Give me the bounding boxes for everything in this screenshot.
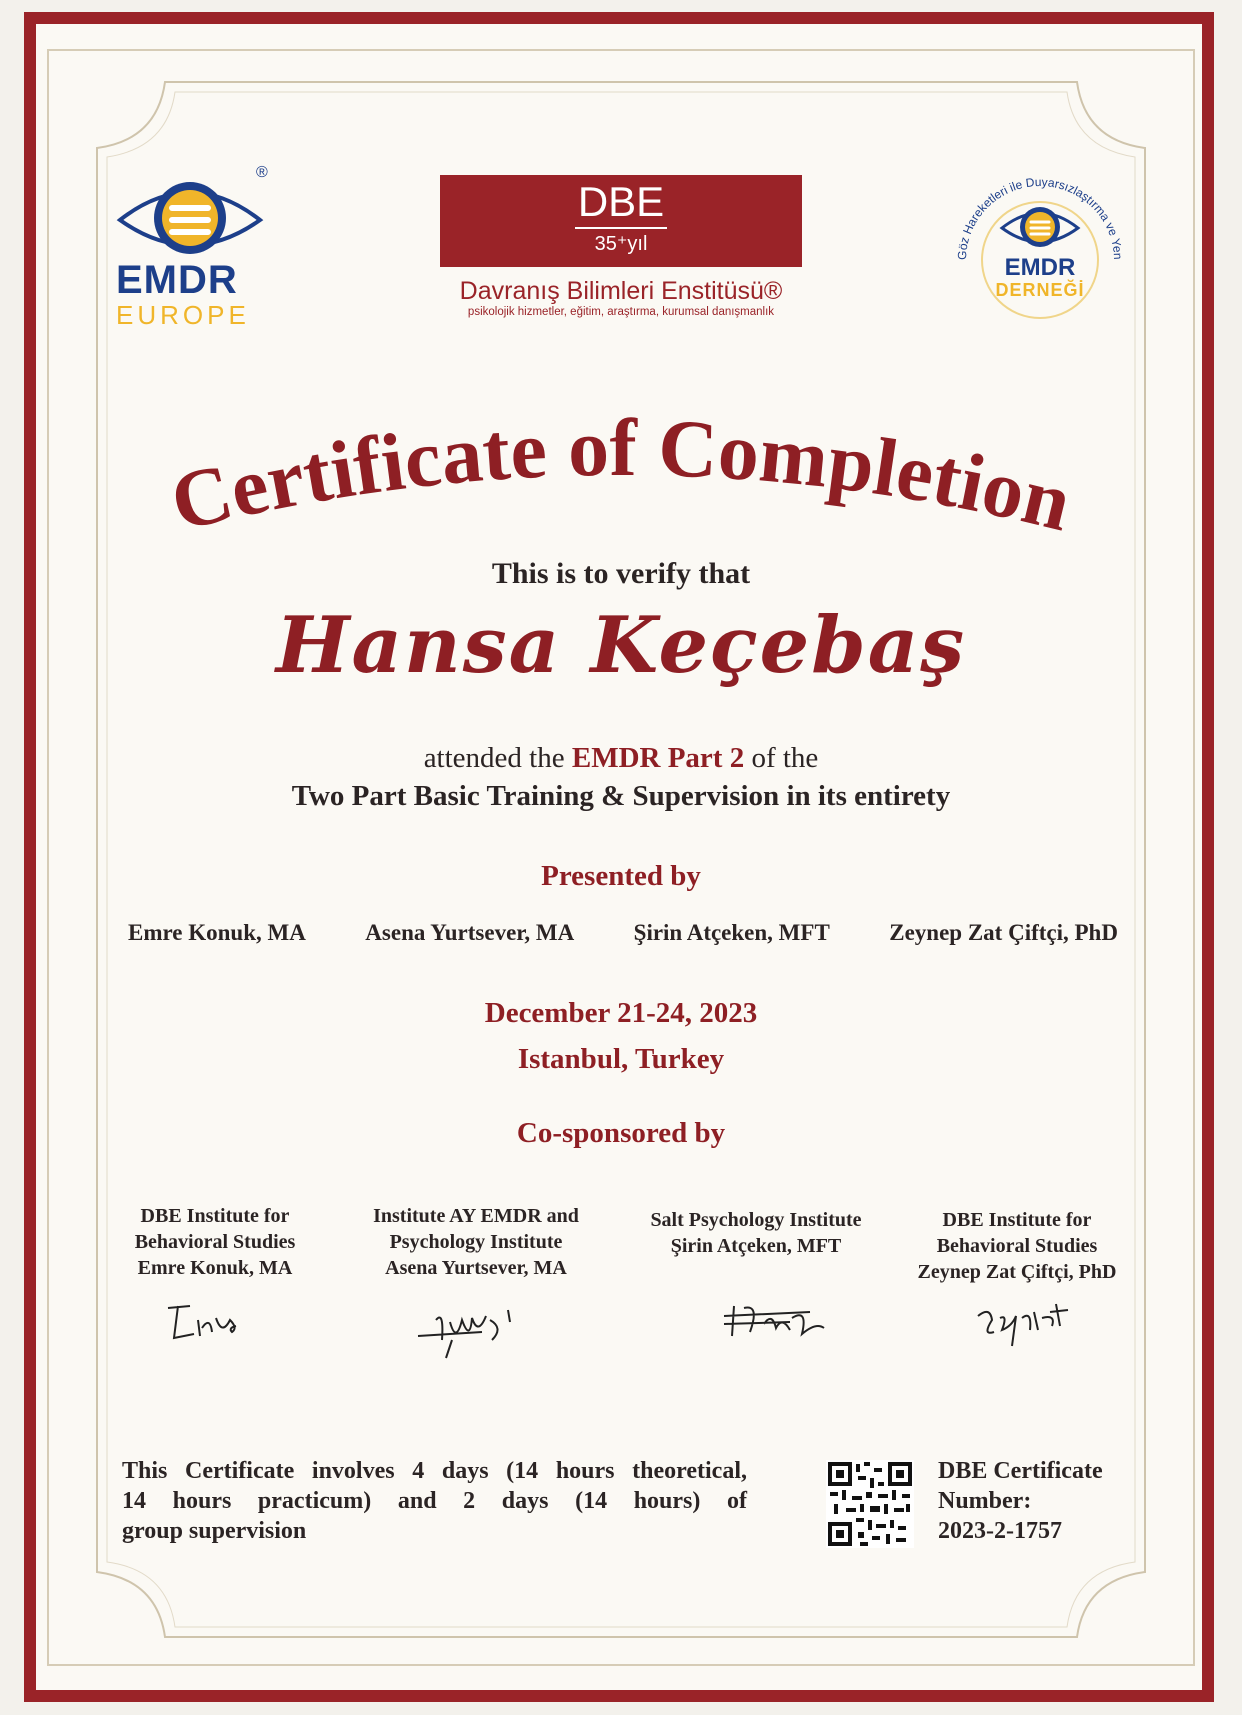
attended-prefix: attended the	[423, 742, 572, 774]
recipient-name: Hansa Keçebaş	[275, 600, 967, 691]
event-date: December 21-24, 2023	[484, 997, 758, 1029]
emdr-europe-sub: EUROPE	[116, 300, 250, 330]
title-text: Certificate of Completion	[162, 401, 1080, 549]
sponsor-block	[630, 1207, 882, 1259]
footer-note	[122, 1456, 747, 1546]
dbe-title: Davranış Bilimleri Enstitüsü®	[459, 277, 783, 305]
svg-text:Certificate of Completion	[162, 402, 1079, 548]
sponsor-line: Emre Konuk, MA	[137, 1257, 293, 1279]
sponsor-line: Behavioral Studies	[134, 1231, 296, 1253]
footer-line: 14 hours practicum) and 2 days (14 hours) of	[122, 1488, 747, 1514]
course-name: EMDR Part 2	[571, 742, 745, 774]
attended-line-1	[0, 742, 1242, 775]
presenter-name: Zeynep Zat Çiftçi, PhD	[889, 920, 1118, 945]
sponsor-line: Salt Psychology Institute	[650, 1209, 862, 1231]
sponsor-line: Şirin Atçeken, MFT	[670, 1235, 842, 1257]
emdr-europe-logo	[110, 164, 270, 330]
certificate-title	[0, 380, 1242, 580]
dbe-years: 35⁺yıl	[594, 233, 648, 255]
footer-line: This Certificate involves 4 days (14 hours theoretical,	[122, 1458, 747, 1484]
sponsor-line: Zeynep Zat Çiftçi, PhD	[917, 1261, 1117, 1283]
presenter-name: Asena Yurtsever, MA	[365, 920, 575, 945]
emdr-dernegi-logo	[950, 170, 1130, 330]
sponsor-line: DBE Institute for	[140, 1205, 290, 1227]
certificate-number-block	[938, 1456, 1138, 1546]
emdr-dernegi-name: EMDR	[1004, 254, 1076, 281]
signature	[972, 1296, 1072, 1350]
presenters-row	[128, 920, 1118, 946]
certificate-number-label: DBE Certificate	[938, 1458, 1103, 1484]
sponsor-block	[892, 1207, 1142, 1285]
sponsor-line: Asena Yurtsever, MA	[385, 1257, 567, 1279]
emdr-dernegi-sub: DERNEĞİ	[995, 280, 1085, 300]
qr-code-icon[interactable]	[826, 1460, 914, 1548]
sponsor-block	[105, 1203, 325, 1281]
eye-icon	[110, 170, 270, 260]
presenter-name: Şirin Atçeken, MFT	[633, 920, 830, 945]
emdr-europe-name: EMDR	[116, 258, 238, 302]
sponsor-line: Institute AY EMDR and	[373, 1205, 579, 1227]
event-location: Istanbul, Turkey	[517, 1043, 725, 1075]
attended-line-2: Two Part Basic Training & Supervision in its entirety	[291, 780, 951, 812]
emdr-dernegi-seal	[950, 170, 1130, 330]
dbe-name: DBE	[577, 178, 665, 225]
dbe-subtitle: psikolojik hizmetler, eğitim, araştırma, kurumsal danışmanlık	[467, 306, 775, 318]
certificate-number-label: Number:	[938, 1488, 1032, 1514]
registered-mark: ®	[256, 164, 268, 181]
signature	[720, 1298, 830, 1348]
presenter-name: Emre Konuk, MA	[128, 920, 306, 945]
dbe-logo	[440, 175, 802, 318]
signature	[412, 1300, 522, 1360]
sponsor-line: Psychology Institute	[389, 1231, 563, 1253]
signature	[160, 1298, 250, 1348]
ring-text: Göz Hareketleri ile Duyarsızlaştırma ve Yen	[954, 174, 1126, 261]
certificate-number: 2023-2-1757	[938, 1518, 1062, 1544]
sponsor-block	[350, 1203, 602, 1281]
verify-text: This is to verify that	[491, 557, 751, 590]
footer-line: group supervision	[122, 1518, 307, 1544]
dbe-logo-box	[440, 175, 802, 267]
sponsor-line: Behavioral Studies	[936, 1235, 1098, 1257]
cosponsored-label: Co-sponsored by	[516, 1117, 726, 1149]
presented-by-label: Presented by	[541, 860, 701, 892]
attended-suffix: of the	[744, 742, 819, 774]
sponsor-line: DBE Institute for	[942, 1209, 1092, 1231]
